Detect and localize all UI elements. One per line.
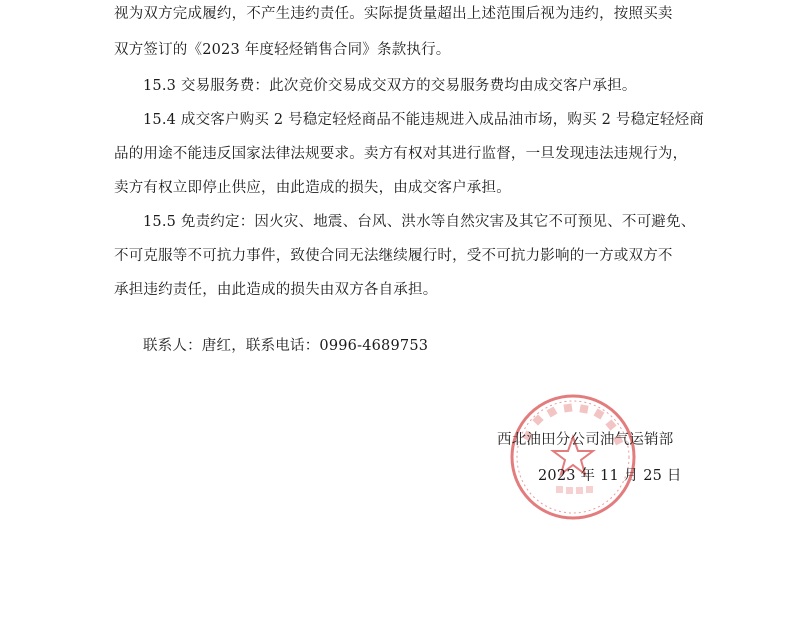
signature-date: 2023 年 11 月 25 日 <box>538 468 682 484</box>
clause-15-5: 15.5 免责约定：因火灾、地震、台风、洪水等自然灾害及其它不可预见、不可避免、 <box>143 214 696 230</box>
clause-15-4: 15.4 成交客户购买 2 号稳定轻烃商品不能违规进入成品油市场，购买 2 号稳定轻烃商 <box>143 112 705 128</box>
clause-15-3: 15.3 交易服务费：此次竞价交易成交双方的交易服务费均由成交客户承担。 <box>143 78 637 94</box>
text-line: 品的用途不能违反国家法律法规要求。卖方有权对其进行监督，一旦发现违法违规行为， <box>114 146 688 162</box>
text-line: 不可克服等不可抗力事件，致使合同无法继续履行时，受不可抗力影响的一方或双方不 <box>114 248 673 264</box>
official-seal-stamp <box>508 392 638 522</box>
text-line: 卖方有权立即停止供应，由此造成的损失，由成交客户承担。 <box>114 180 511 196</box>
contact-info: 联系人：唐红，联系电话：0996-4689753 <box>143 338 429 354</box>
signature-organization: 西北油田分公司油气运销部 <box>497 432 674 448</box>
text-line: 视为双方完成履约，不产生违约责任。实际提货量超出上述范围后视为违约，按照买卖 <box>114 6 673 22</box>
text-line: 承担违约责任，由此造成的损失由双方各自承担。 <box>114 282 438 298</box>
text-line: 双方签订的《2023 年度轻烃销售合同》条款执行。 <box>114 42 451 58</box>
